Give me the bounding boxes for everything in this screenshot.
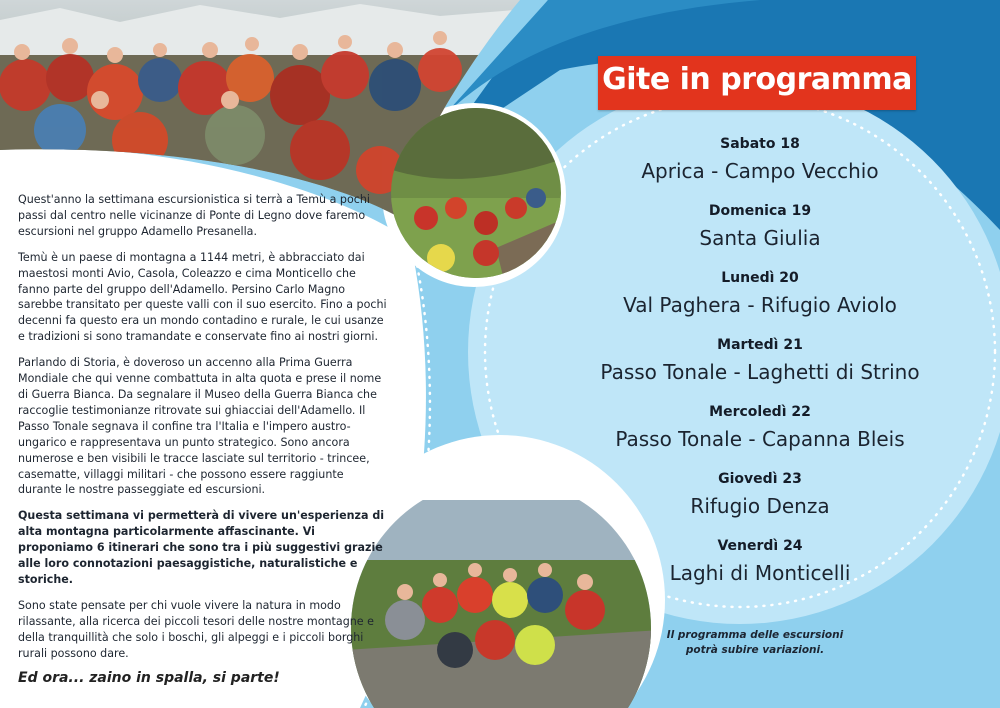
trip-destination: Laghi di Monticelli: [669, 561, 851, 585]
intro-paragraph: Quest'anno la settimana escursionistica si terrà a Temù a pochi passi dal centro nelle vicinanze di Ponte di Legno dove faremo escursioni nel gruppo Adamello Presanella.: [18, 193, 370, 238]
trip-day: Lunedì 20: [721, 270, 799, 286]
trip-day: Mercoledì 22: [709, 404, 811, 420]
circle-photo-group: [345, 500, 660, 708]
page-title: Gite in programma: [602, 62, 912, 97]
trip-destination: Passo Tonale - Capanna Bleis: [615, 427, 905, 451]
trip-destination: Passo Tonale - Laghetti di Strino: [600, 360, 920, 384]
program-note: Il programma delle escursioni potrà subire variazioni.: [666, 629, 844, 656]
temu-paragraph: Temù è un paese di montagna a 1144 metri, è abbracciato dai maestosi monti Avio, Casola, Coleazzo e cima Monticello che fanno parte del gruppo dell'Adamello. Persino Carlo Magno sarebbe transitato per queste valli con il suo esercito. Fino a pochi decenni fa questo era un mondo contadino e rurale, le cui usanze e tradizioni si sono tramandate e conservate fino ai nostri giorni.: [18, 250, 387, 344]
intro-text-column: [18, 192, 390, 697]
trip-destination: Rifugio Denza: [690, 494, 830, 518]
circle-photo-meadow: [386, 98, 566, 288]
trip-day: Giovedì 23: [718, 471, 802, 487]
trip-day: Sabato 18: [720, 136, 800, 152]
closing-line: Ed ora... zaino in spalla, si parte!: [18, 670, 280, 687]
history-paragraph: Parlando di Storia, è doveroso un accenno alla Prima Guerra Mondiale che qui venne combattuta in alta quota e prese il nome di Guerra Bianca. Da segnalare il Museo della Guerra Bianca che raccoglie testimonianze ritrovate sui ghiacciai dell'Adamello. Il Passo Tonale segnava il confine tra l'Italia e l'impero austro-ungarico e rappresentava un punto strategico. Sono ancora numerose e ben visibili le tracce lasciate sul territorio - trincee, casematte, villaggi militari - che possono essere raggiunte durante le nostre passeggiate ed escursioni.: [18, 356, 382, 497]
trip-destination: Val Paghera - Rifugio Aviolo: [623, 293, 897, 317]
nature-paragraph: Sono state pensate per chi vuole vivere la natura in modo rilassante, alla ricerca dei piccoli tesori delle nostre montagne e della tranquillità che solo i boschi, gli alpeggi e i piccoli borghi rurali possono dare.: [18, 598, 374, 660]
trip-destination: Santa Giulia: [699, 226, 821, 250]
trip-destination: Aprica - Campo Vecchio: [641, 159, 879, 183]
title-banner: [598, 56, 916, 110]
highlight-paragraph: Questa settimana vi permetterà di vivere un'esperienza di alta montagna particolarmente affascinante. Vi proponiamo 6 itinerari che sono tra i più suggestivi grazie alle loro connotazioni paesaggistiche, naturalistiche e storiche.: [18, 509, 385, 586]
trip-day: Domenica 19: [708, 203, 812, 219]
trip-day: Venerdì 24: [717, 538, 803, 554]
trip-day: Martedì 21: [717, 337, 803, 353]
